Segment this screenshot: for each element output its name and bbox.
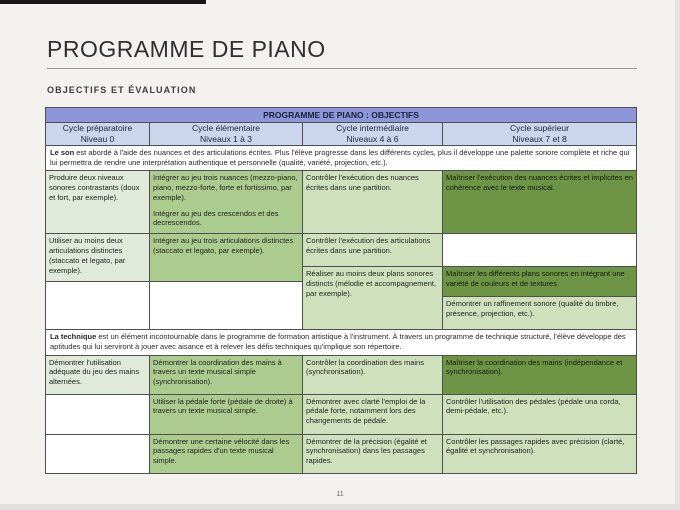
page-edge-shadow-right bbox=[675, 0, 680, 510]
cell-inter-precision: Démontrer de la précision (égalité et synchronisation) dans les passages rapides. bbox=[303, 435, 442, 473]
section-intro-son bbox=[46, 146, 636, 171]
cell-elem-articulations: Intégrer au jeu trois articulations distinctes (staccato et legato, par exemple). bbox=[150, 234, 302, 282]
section-intro-son-text: est abordé à l'aide des nuances et des articulations écrites. Plus l'élève progresse dans les différents cycles, plus il développe une palette sonore complète et riche qui lui permettra de rendre une interprétation authentique et personnelle (qualité, variété, projection, etc.). bbox=[50, 148, 630, 168]
section-intro-technique bbox=[46, 330, 636, 355]
cell-sup-raffinement: Démontrer un raffinement sonore (qualité du timbre, présence, projection, etc.). bbox=[443, 297, 636, 329]
scan-artifact-bar bbox=[0, 0, 206, 4]
column-header-cycle-superieur bbox=[443, 123, 636, 145]
cell-sup-passages: Contrôler les passages rapides avec précision (clarté, égalité et synchronisation). bbox=[443, 435, 636, 473]
cell-inter-coordination: Contrôler la coordination des mains (synchronisation). bbox=[303, 356, 442, 395]
technique-col-preparatoire bbox=[46, 356, 150, 473]
technique-col-superieur bbox=[443, 356, 636, 473]
section-son-grid bbox=[46, 171, 636, 330]
objectives-table bbox=[45, 107, 637, 474]
cell-prep-empty-3 bbox=[46, 435, 149, 473]
cell-prep-empty bbox=[46, 282, 149, 329]
cell-inter-articulations: Contrôler l'exécution des articulations écrites dans une partition. bbox=[303, 234, 442, 267]
cell-elem-velocite: Démontrer une certaine vélocité dans les passages rapides d'un texte musical simple. bbox=[150, 435, 302, 473]
cell-elem-pedale: Utiliser la pédale forte (pédale de droite) à travers un texte musical simple. bbox=[150, 395, 302, 435]
cycle-level: Niveaux 7 et 8 bbox=[512, 134, 567, 144]
cell-prep-empty-2 bbox=[46, 395, 149, 435]
column-header-cycle-elementaire bbox=[150, 123, 303, 145]
son-col-preparatoire bbox=[46, 171, 150, 329]
cell-prep-articulations: Utiliser au moins deux articulations distinctes (staccato et legato, par exemple). bbox=[46, 234, 149, 282]
cell-elem-nuances-p1: Intégrer au jeu trois nuances (mezzo-piano, piano, mezzo-forte, forte et fortissimo, par exemple). bbox=[153, 173, 298, 202]
son-col-elementaire bbox=[150, 171, 303, 329]
section-technique-grid bbox=[46, 356, 636, 473]
technique-col-elementaire bbox=[150, 356, 303, 473]
page-title: PROGRAMME DE PIANO bbox=[47, 36, 326, 62]
column-header-cycle-intermediaire bbox=[303, 123, 443, 145]
cell-inter-nuances: Contrôler l'exécution des nuances écrites dans une partition. bbox=[303, 171, 442, 234]
cell-elem-nuances bbox=[150, 171, 302, 234]
column-header-cycle-preparatoire bbox=[46, 123, 150, 145]
cycle-level: Niveaux 1 à 3 bbox=[200, 134, 252, 144]
cycle-level: Niveau 0 bbox=[80, 134, 115, 144]
cell-prep-nuances: Produire deux niveaux sonores contrastants (doux et fort, par exemple). bbox=[46, 171, 149, 234]
cell-sup-plans: Maîtriser les différents plans sonores en intégrant une variété de couleurs et de textures. bbox=[443, 267, 636, 297]
page-edge-shadow-bottom bbox=[0, 504, 680, 510]
section-subtitle: OBJECTIFS ET ÉVALUATION bbox=[47, 85, 197, 95]
cell-elem-coordination: Démontrer la coordination des mains à travers un texte musical simple (synchronisation). bbox=[150, 356, 302, 395]
cell-prep-mains: Démontrer l'utilisation adéquate du jeu des mains alternées. bbox=[46, 356, 149, 395]
table-title: PROGRAMME DE PIANO : OBJECTIFS bbox=[46, 108, 636, 123]
section-lead-son: Le son bbox=[50, 148, 75, 157]
cycle-level: Niveaux 4 à 6 bbox=[346, 134, 399, 144]
cell-sup-pedales: Contrôler l'utilisation des pédales (pédale una corda, demi-pédale, etc.). bbox=[443, 395, 636, 435]
title-underline bbox=[47, 68, 637, 69]
cell-elem-nuances-p2: Intégrer au jeu des crescendos et des decrescendos. bbox=[153, 208, 279, 228]
section-lead-technique: La technique bbox=[50, 332, 97, 342]
cycle-name: Cycle élémentaire bbox=[191, 123, 261, 134]
cell-sup-nuances: Maîtriser l'exécution des nuances écrites et implicites en cohérence avec le texte musical. bbox=[443, 171, 636, 234]
son-col-intermediaire bbox=[303, 171, 443, 329]
cycle-name: Cycle supérieur bbox=[509, 123, 570, 134]
son-col-superieur bbox=[443, 171, 636, 329]
cell-sup-empty bbox=[443, 234, 636, 267]
table-header-row bbox=[46, 123, 636, 146]
cycle-name: Cycle préparatoire bbox=[62, 123, 133, 134]
cycle-name: Cycle intermédiaire bbox=[336, 123, 409, 134]
cell-inter-pedale: Démontrer avec clarté l'emploi de la pédale forte, notamment lors des changements de pédale. bbox=[303, 395, 442, 435]
section-intro-technique-text: est un élément incontournable dans le programme de formation artistique à l'instrument. À travers un programme de technique structuré, l'élève développe des aptitudes qui lui serviront à jouer avec aisance et à relever les défis techniques qu'implique son répertoire. bbox=[50, 332, 626, 352]
cell-sup-coordination: Maîtriser la coordination des mains (indépendance et synchronisation). bbox=[443, 356, 636, 395]
cell-elem-empty bbox=[150, 282, 302, 329]
technique-col-intermediaire bbox=[303, 356, 443, 473]
cell-inter-plans: Réaliser au moins deux plans sonores distincts (mélodie et accompagnement, par exemple). bbox=[303, 267, 442, 329]
page-number: 11 bbox=[336, 491, 344, 498]
